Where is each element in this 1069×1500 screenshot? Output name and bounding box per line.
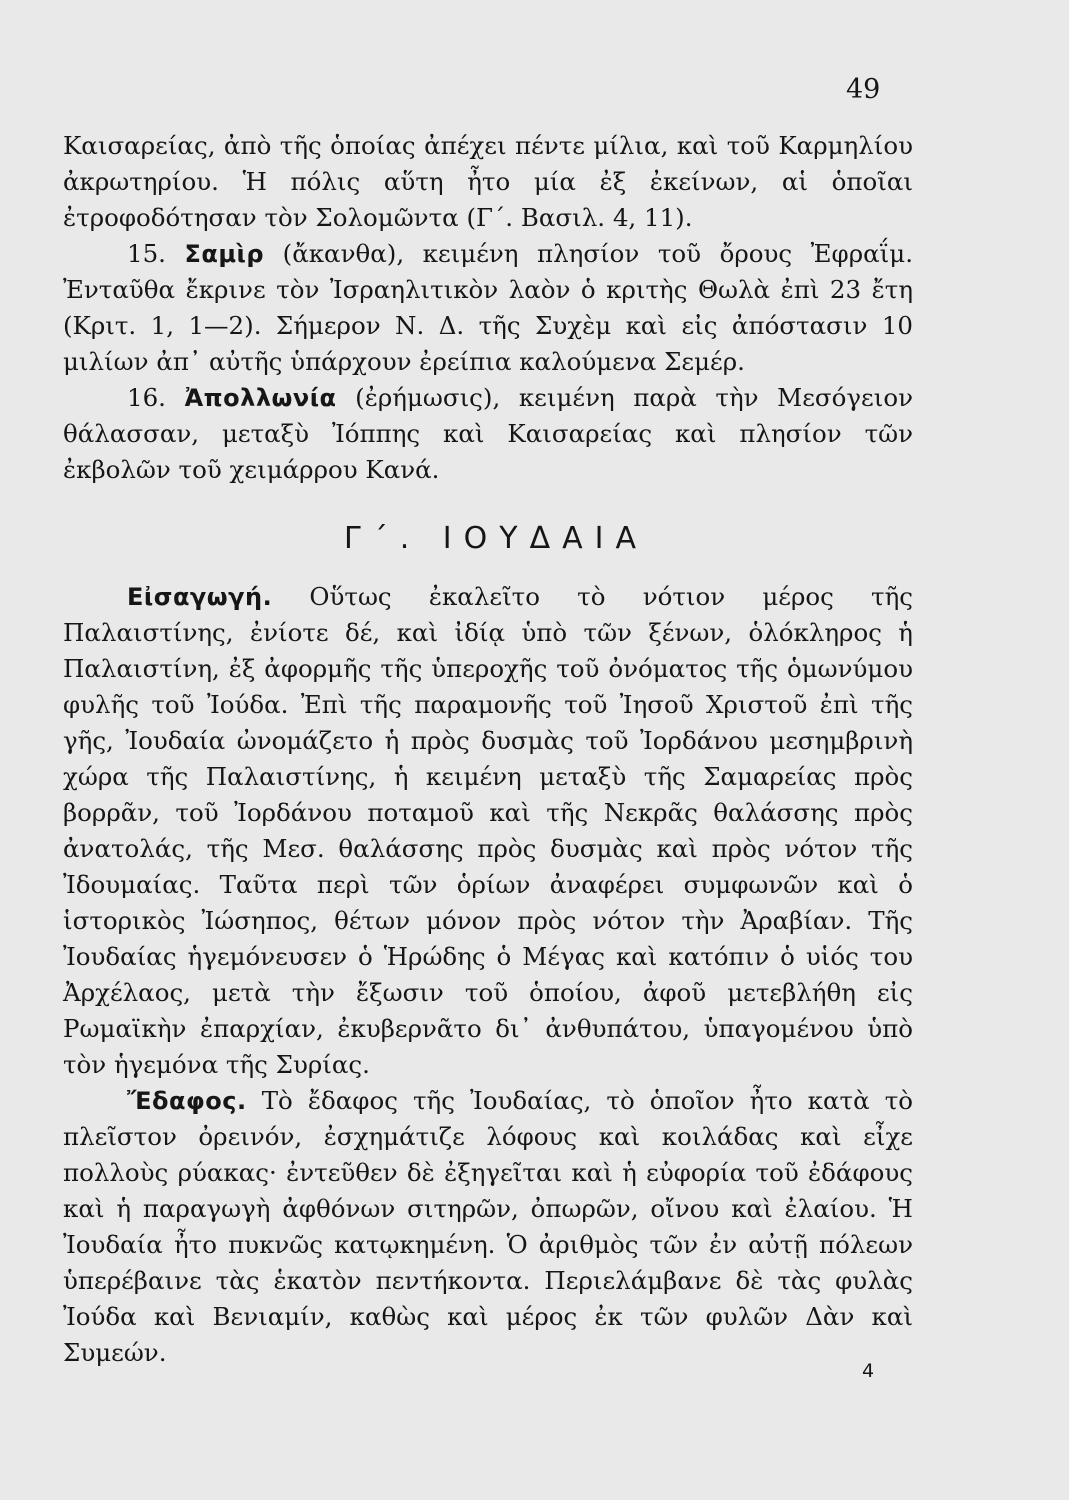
entry-16-number: 16. [127, 383, 166, 412]
section-samaria-entries [63, 128, 913, 488]
paragraph-soil [63, 1083, 913, 1371]
entry-15-title: Σαμὶρ [184, 240, 265, 268]
section-heading-ioudaia: Γ΄. ΙΟΥΔΑΙΑ [344, 521, 648, 556]
soil-text: Τὸ ἔδαφος τῆς Ἰουδαίας, τὸ ὁποῖον ἦτο κατὰ τὸ πλεῖστον ὀρεινόν, ἐσχημάτιζε λόφους καὶ κοιλάδας καὶ εἶχε πολλοὺς ρύακας· ἐντεῦθεν δὲ ἐξηγεῖται καὶ ἡ εὐφορία τοῦ ἐδάφους καὶ ἡ παραγωγὴ ἀφθόνων σιτηρῶν, ὀπωρῶν, οἴνου καὶ ἐλαίου. Ἡ Ἰουδαία ἦτο πυκνῶς κατῳκημένη. Ὁ ἀριθμὸς τῶν ἐν αὐτῇ πόλεων ὑπερέβαινε τὰς ἑκατὸν πεντήκοντα. Περιελάμβανε δὲ τὰς φυλὰς Ἰούδα καὶ Βενιαμίν, καθὼς καὶ μέρος ἐκ τῶν φυλῶν Δὰν καὶ Συμεών. [63, 1086, 913, 1367]
paragraph-continuation: Καισαρείας, ἀπὸ τῆς ὁποίας ἀπέχει πέντε μίλια, καὶ τοῦ Καρμηλίου ἀκρωτηρίου. Ἡ πόλις αὕτη ἦτο μία ἐξ ἐκείνων, αἱ ὁποῖαι ἐτροφοδότησαν τὸν Σολομῶντα (Γ΄. Βασιλ. 4, 11). [63, 131, 913, 232]
soil-title: Ἔδαφος. [127, 1087, 247, 1115]
paragraph-introduction [63, 579, 913, 1083]
page-number: 49 [846, 74, 881, 105]
introduction-text: Οὕτως ἐκαλεῖτο τὸ νότιον μέρος τῆς Παλαιστίνης, ἐνίοτε δέ, καὶ ἰδίᾳ ὑπὸ τῶν ξένων, ὁλόκληρος ἡ Παλαιστίνη, ἐξ ἀφορμῆς τῆς ὑπεροχῆς τοῦ ὀνόματος τῆς ὁμωνύμου φυλῆς τοῦ Ἰούδα. Ἐπὶ τῆς παραμονῆς τοῦ Ἰησοῦ Χριστοῦ ἐπὶ τῆς γῆς, Ἰουδαία ὠνομάζετο ἡ πρὸς δυσμὰς τοῦ Ἰορδάνου μεσημβρινὴ χώρα τῆς Παλαιστίνης, ἡ κειμένη μεταξὺ τῆς Σαμαρείας πρὸς βορρᾶν, τοῦ Ἰορδάνου ποταμοῦ καὶ τῆς Νεκρᾶς θαλάσσης πρὸς ἀνατολάς, τῆς Μεσ. θαλάσσης πρὸς δυσμὰς καὶ πρὸς νότον τῆς Ἰδουμαίας. Ταῦτα περὶ τῶν ὁρίων ἀναφέρει συμφωνῶν καὶ ὁ ἱστορικὸς Ἰώσηπος, θέτων μόνον πρὸς νότον τὴν Ἀραβίαν. Τῆς Ἰουδαίας ἡγεμόνευσεν ὁ Ἡρώδης ὁ Μέγας καὶ κατόπιν ὁ υἱός του Ἀρχέλαος, μετὰ τὴν ἔξωσιν τοῦ ὁποίου, ἀφοῦ μετεβλήθη εἰς Ρωμαϊκὴν ἐπαρχίαν, ἐκυβερνᾶτο δι᾿ ἀνθυπάτου, ὑπαγομένου ὑπὸ τὸν ἡγεμόνα τῆς Συρίας. [63, 582, 913, 1079]
entry-15 [63, 236, 913, 380]
entry-15-text: (ἄκανθα), κειμένη πλησίον τοῦ ὄρους Ἐφραΐμ. Ἐνταῦθα ἔκρινε τὸν Ἰσραηλιτικὸν λαὸν ὁ κριτὴς Θωλὰ ἐπὶ 23 ἔτη (Κριτ. 1, 1—2). Σήμερον Ν. Δ. τῆς Συχὲμ καὶ εἰς ἀπόστασιν 10 μιλίων ἀπ᾿ αὐτῆς ὑπάρχουν ἐρείπια καλούμενα Σεμέρ. [63, 239, 913, 376]
entry-16-text: (ἐρήμωσις), κειμένη παρὰ τὴν Μεσόγειον θάλασσαν, μεταξὺ Ἰόππης καὶ Καισαρείας καὶ πλησίον τῶν ἐκβολῶν τοῦ χειμάρρου Κανά. [63, 383, 913, 484]
signature-mark: 4 [862, 1360, 875, 1382]
entry-16-title: Ἀπολλωνία [184, 384, 337, 412]
entry-16 [63, 380, 913, 488]
introduction-title: Εἰσαγωγή. [127, 583, 273, 611]
section-ioudaia-body [63, 579, 913, 1371]
entry-15-number: 15. [127, 239, 166, 268]
